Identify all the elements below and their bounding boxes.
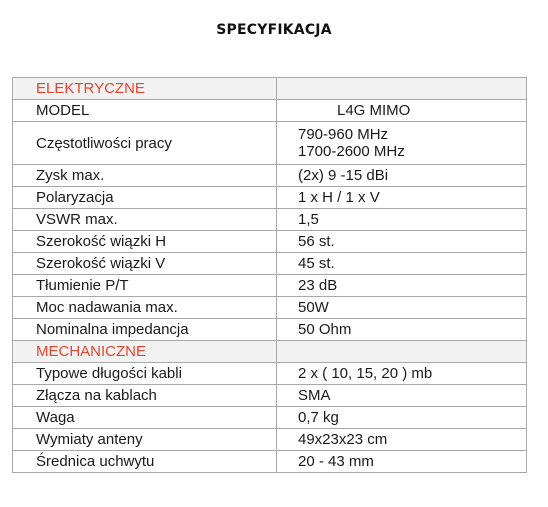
- spec-label: Zysk max.: [13, 165, 277, 187]
- spec-value: 49x23x23 cm: [277, 429, 527, 451]
- spec-value: 1,5: [277, 209, 527, 231]
- spec-value-line: 790-960 MHz: [298, 126, 389, 143]
- spec-label: Częstotliwości pracy: [13, 122, 277, 165]
- spec-value: 0,7 kg: [277, 407, 527, 429]
- spec-value: SMA: [277, 385, 527, 407]
- spec-label: Średnica uchwytu: [13, 451, 277, 473]
- table-row: [13, 363, 527, 385]
- table-row: [13, 407, 527, 429]
- section-heading-blank: [277, 341, 527, 363]
- spec-value: (2x) 9 -15 dBi: [277, 165, 527, 187]
- table-row: [13, 297, 527, 319]
- spec-value: 20 - 43 mm: [277, 451, 527, 473]
- spec-label: Typowe długości kabli: [13, 363, 277, 385]
- section-heading-blank: [277, 78, 527, 100]
- spec-label: Moc nadawania max.: [13, 297, 277, 319]
- spec-label: Złącza na kablach: [13, 385, 277, 407]
- table-row: [13, 451, 527, 473]
- spec-label: Szerokość wiązki H: [13, 231, 277, 253]
- spec-value: 50 Ohm: [277, 319, 527, 341]
- spec-value: L4G MIMO: [277, 100, 527, 122]
- table-row: [13, 209, 527, 231]
- spec-value: [277, 122, 527, 165]
- section-header-electrical: [13, 78, 527, 100]
- section-heading: MECHANICZNE: [13, 341, 277, 363]
- spec-label: Waga: [13, 407, 277, 429]
- spec-value: 45 st.: [277, 253, 527, 275]
- table-row: [13, 429, 527, 451]
- spec-value: 56 st.: [277, 231, 527, 253]
- spec-value: 23 dB: [277, 275, 527, 297]
- spec-table: [12, 77, 527, 473]
- spec-value-line: 1700-2600 MHz: [298, 143, 405, 160]
- table-row: [13, 275, 527, 297]
- page-title: SPECYFIKACJA: [216, 22, 332, 38]
- table-row: [13, 385, 527, 407]
- spec-label: Szerokość wiązki V: [13, 253, 277, 275]
- spec-value: 2 x ( 10, 15, 20 ) mb: [277, 363, 527, 385]
- spec-value: 1 x H / 1 x V: [277, 187, 527, 209]
- table-row: [13, 187, 527, 209]
- spec-label: Tłumienie P/T: [13, 275, 277, 297]
- table-row: [13, 253, 527, 275]
- spec-value: 50W: [277, 297, 527, 319]
- table-row: [13, 122, 527, 165]
- spec-label: Polaryzacja: [13, 187, 277, 209]
- spec-label: Wymiaty anteny: [13, 429, 277, 451]
- table-row: [13, 319, 527, 341]
- table-row: [13, 165, 527, 187]
- spec-label: MODEL: [13, 100, 277, 122]
- section-header-mechanical: [13, 341, 527, 363]
- spec-label: VSWR max.: [13, 209, 277, 231]
- section-heading: ELEKTRYCZNE: [13, 78, 277, 100]
- table-row: [13, 100, 527, 122]
- table-row: [13, 231, 527, 253]
- spec-label: Nominalna impedancja: [13, 319, 277, 341]
